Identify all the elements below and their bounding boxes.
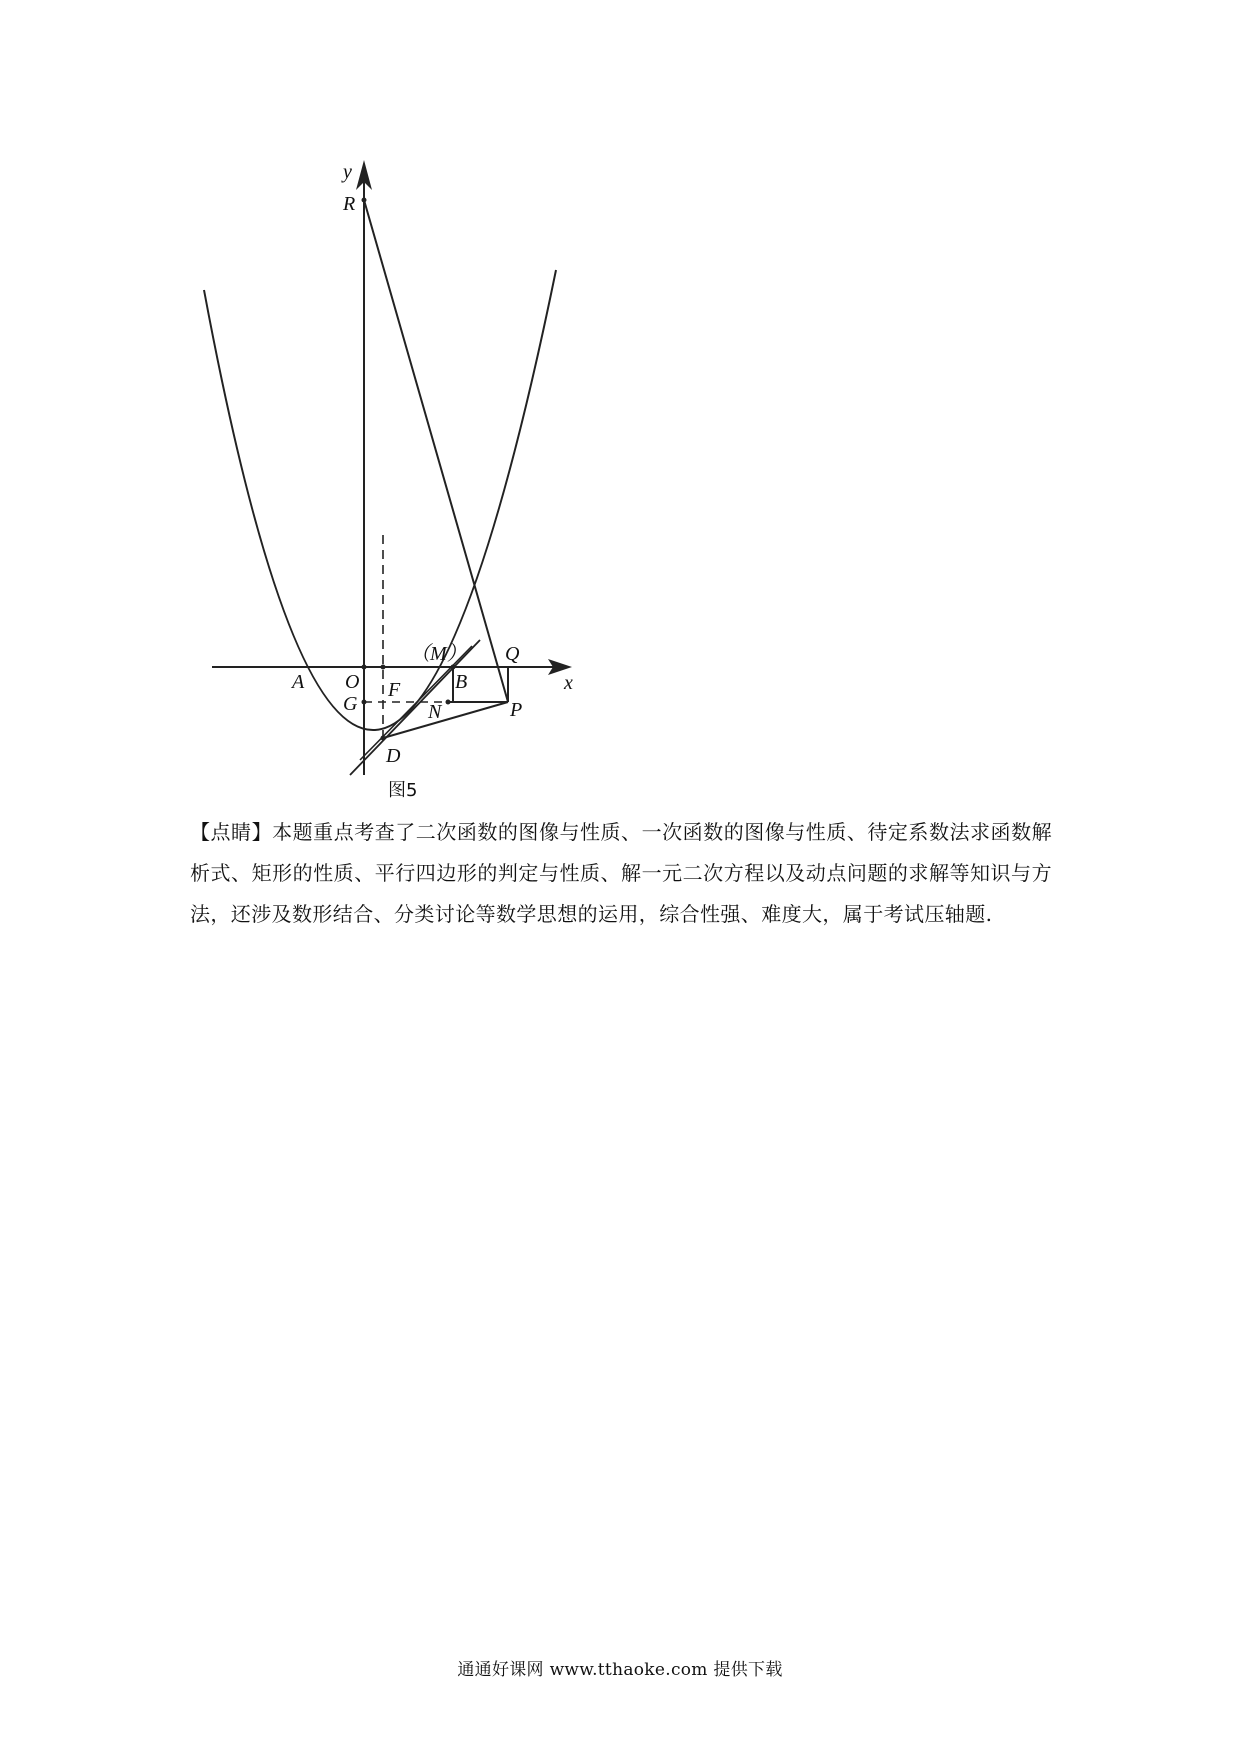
label-d: D bbox=[386, 745, 401, 767]
segment-rp bbox=[364, 200, 508, 702]
figure-caption: 图5 bbox=[388, 780, 418, 801]
label-p: P bbox=[510, 699, 523, 721]
label-n: N bbox=[428, 701, 442, 723]
label-a: A bbox=[292, 671, 305, 693]
point-f bbox=[381, 665, 386, 670]
parabola-curve bbox=[204, 270, 556, 730]
label-b: B bbox=[455, 671, 468, 693]
point-o bbox=[362, 665, 367, 670]
point-g bbox=[362, 700, 367, 705]
point-b bbox=[451, 665, 456, 670]
page-footer: 通通好课网 www.tthaoke.com 提供下载 bbox=[457, 1660, 783, 1680]
point-r bbox=[362, 198, 367, 203]
label-q: Q bbox=[505, 643, 520, 665]
label-x: x bbox=[564, 672, 573, 694]
point-n bbox=[446, 700, 451, 705]
remark-text: 本题重点考查了二次函数的图像与性质、一次函数的图像与性质、待定系数法求函数解析式、矩形的性质、平行四边形的判定与性质、解一元二次方程以及动点问题的求解等知识与方法，还涉及数形结合、分类讨论等数学思想的运用，综合性强、难度大，属于考试压轴题. bbox=[190, 820, 1052, 926]
label-f: F bbox=[388, 679, 401, 701]
geometry-figure bbox=[0, 0, 1240, 820]
remark-paragraph bbox=[190, 812, 1052, 935]
label-g: G bbox=[343, 693, 358, 715]
point-d bbox=[381, 736, 386, 741]
label-o: O bbox=[345, 671, 360, 693]
label-y: y bbox=[343, 161, 352, 183]
label-m: （M） bbox=[410, 643, 467, 665]
remark-tag: 【点睛】 bbox=[190, 820, 273, 844]
label-r: R bbox=[343, 193, 356, 215]
